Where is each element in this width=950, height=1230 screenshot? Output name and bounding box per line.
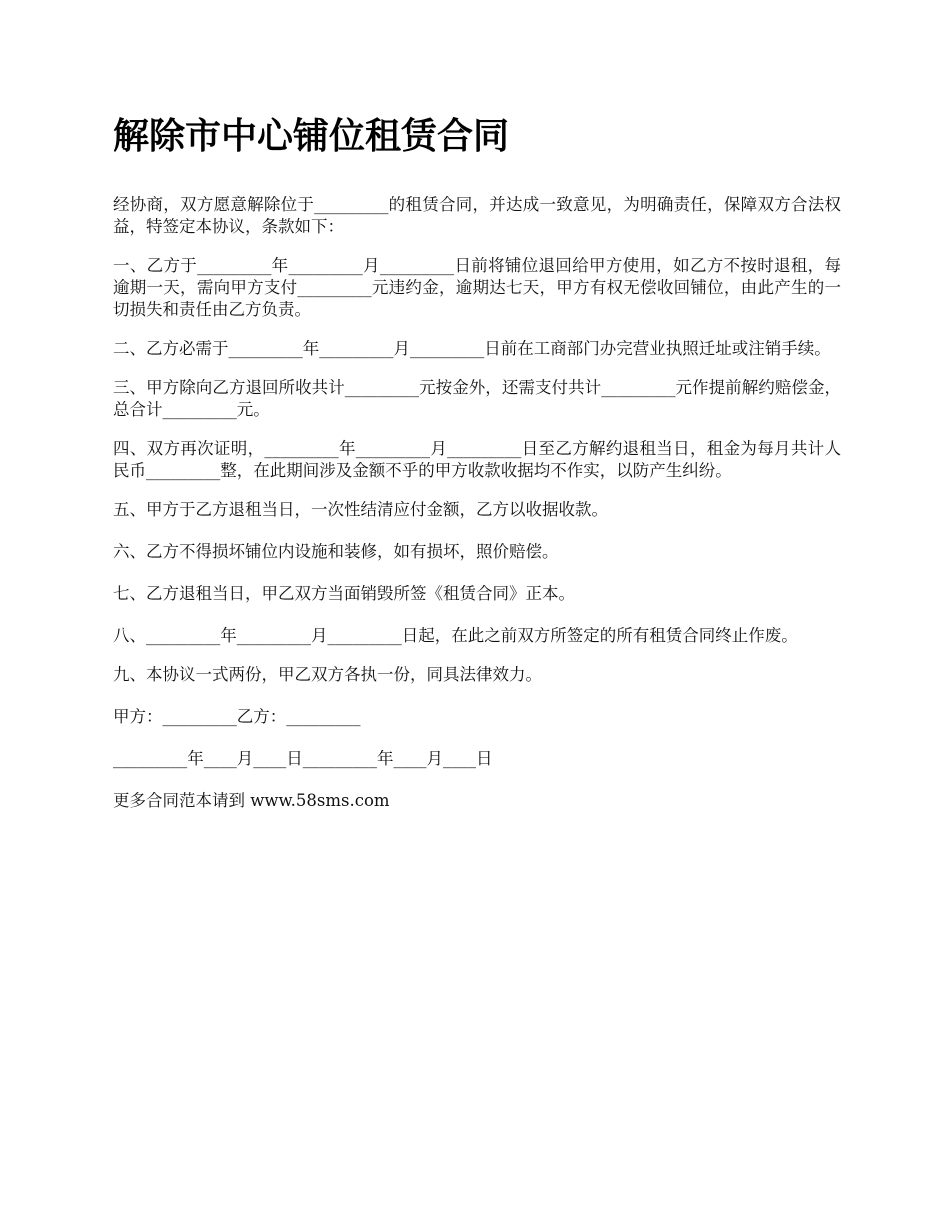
clause-6: 六、乙方不得损坏铺位内设施和装修，如有损坏，照价赔偿。 — [113, 542, 559, 561]
clause-7: 七、乙方退租当日，甲乙双方当面销毁所签《租赁合同》正本。 — [113, 584, 575, 603]
clause-9: 九、本协议一式两份，甲乙双方各执一份，同具法律效力。 — [113, 665, 542, 684]
clause-1: 一、乙方于_________年_________月_________日前将铺位退回给甲方使用，如乙方不按时退租，每逾期一天，需向甲方支付_________元违约金，逾期达七天，甲方有权无偿收回铺位，由此产生的一切损失和责任由乙方负责。 — [113, 256, 841, 319]
document-page — [113, 112, 841, 832]
clause-2: 二、乙方必需于_________年_________月_________日前在工商部门办完营业执照迁址或注销手续。 — [113, 339, 831, 358]
signature-dates: _________年____月____日_________年____月____日 — [113, 749, 493, 768]
clause-3: 三、甲方除向乙方退回所收共计_________元按金外，还需支付共计_________元作提前解约赔偿金，总合计_________元。 — [113, 378, 841, 419]
footer-note: 更多合同范本请到 www.58sms.com — [113, 791, 390, 810]
clause-8: 八、_________年_________月_________日起，在此之前双方所签定的所有租赁合同终止作废。 — [113, 626, 798, 645]
clause-4: 四、双方再次证明，_________年_________月_________日至乙方解约退租当日，租金为每月共计人民币_________整，在此期间涉及金额不乎的甲方收款收据均不作实，以防产生纠纷。 — [113, 439, 841, 480]
intro-paragraph: 经协商，双方愿意解除位于_________的租赁合同，并达成一致意见，为明确责任，保障双方合法权益，特签定本协议，条款如下： — [113, 195, 841, 236]
clause-5: 五、甲方于乙方退租当日，一次性结清应付金额，乙方以收据收款。 — [113, 500, 608, 519]
document-title: 解除市中心铺位租赁合同 — [113, 115, 510, 157]
signature-parties: 甲方：_________乙方：_________ — [113, 707, 361, 726]
